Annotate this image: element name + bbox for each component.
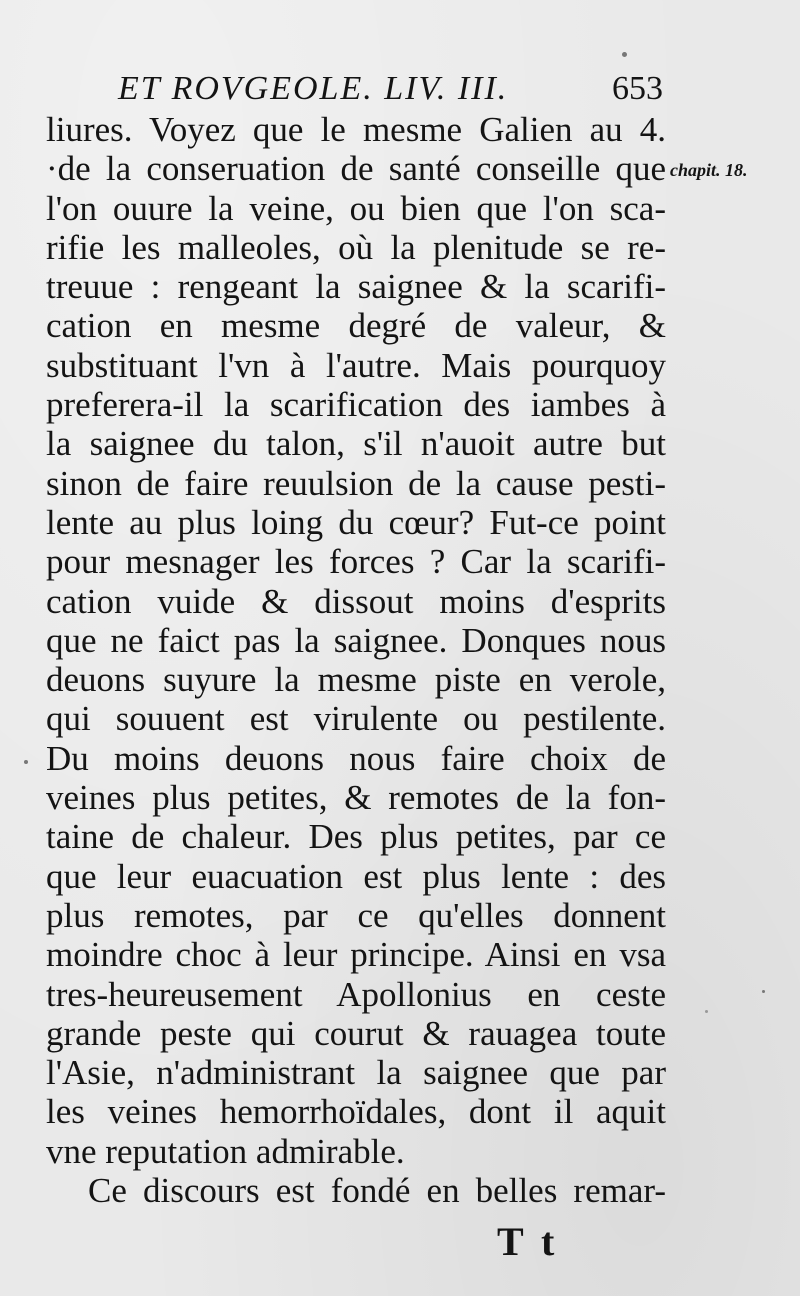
catchword-line: Ce discours est fondé en belles remar- [88,1171,666,1211]
text-line: cation vuide & dissout moins d'esprits [46,581,666,621]
text-line: lente au plus loing du cœur? Fut-ce point [46,502,666,542]
text-line: ·de la conseruation de santé conseille que [46,149,666,189]
text-line: rifie les malleoles, où la plenitude se re- [46,227,666,267]
text-line: la saignee du talon, s'il n'auoit autre but [46,424,666,464]
ink-speck [622,52,627,57]
margin-note: chapit. 18. [670,160,748,180]
page-header [118,70,663,114]
text-line: l'on ouure la veine, ou bien que l'on sca- [46,188,666,228]
ink-speck [762,990,765,993]
page-number: 653 [612,70,663,107]
signature-mark: T t [497,1219,559,1264]
text-line: que ne faict pas la saignee. Donques nous [46,620,666,660]
text-line: Du moins deuons nous faire choix de [46,738,666,778]
text-line: pour mesnager les forces ? Car la scarifi- [46,542,666,582]
text-line: preferera-il la scarification des iambes à [46,385,666,425]
text-line: liures. Voyez que le mesme Galien au 4. [46,110,666,149]
text-line: cation en mesme degré de valeur, & [46,306,666,346]
text-line: tres-heureusement Apollonius en ceste [46,974,666,1014]
text-line: plus remotes, par ce qu'elles donnent [46,895,666,935]
text-line: l'Asie, n'administrant la saignee que par [46,1053,666,1093]
text-line: grande peste qui courut & rauagea toute [46,1013,666,1053]
text-line: vne reputation admirable. [46,1131,405,1171]
text-line: qui souuent est virulente ou pestilente. [46,699,666,739]
text-line: les veines hemorrhoïdales, dont il aquit [46,1092,666,1132]
text-line: veines plus petites, & remotes de la fon- [46,778,666,818]
text-line: deuons suyure la mesme piste en verole, [46,660,666,700]
body-text [46,110,666,1210]
text-line: moindre choc à leur principe. Ainsi en vsa [46,935,666,975]
running-title: ET ROVGEOLE. LIV. III. [118,70,509,107]
text-line: taine de chaleur. Des plus petites, par ce [46,817,666,857]
ink-speck [705,1010,708,1013]
text-line: substituant l'vn à l'autre. Mais pourquoy [46,345,666,385]
text-line: que leur euacuation est plus lente : des [46,856,666,896]
text-line: sinon de faire reuulsion de la cause pesti- [46,463,666,503]
text-line: treuue : rengeant la saignee & la scarifi- [46,267,666,307]
ink-speck [24,760,28,764]
